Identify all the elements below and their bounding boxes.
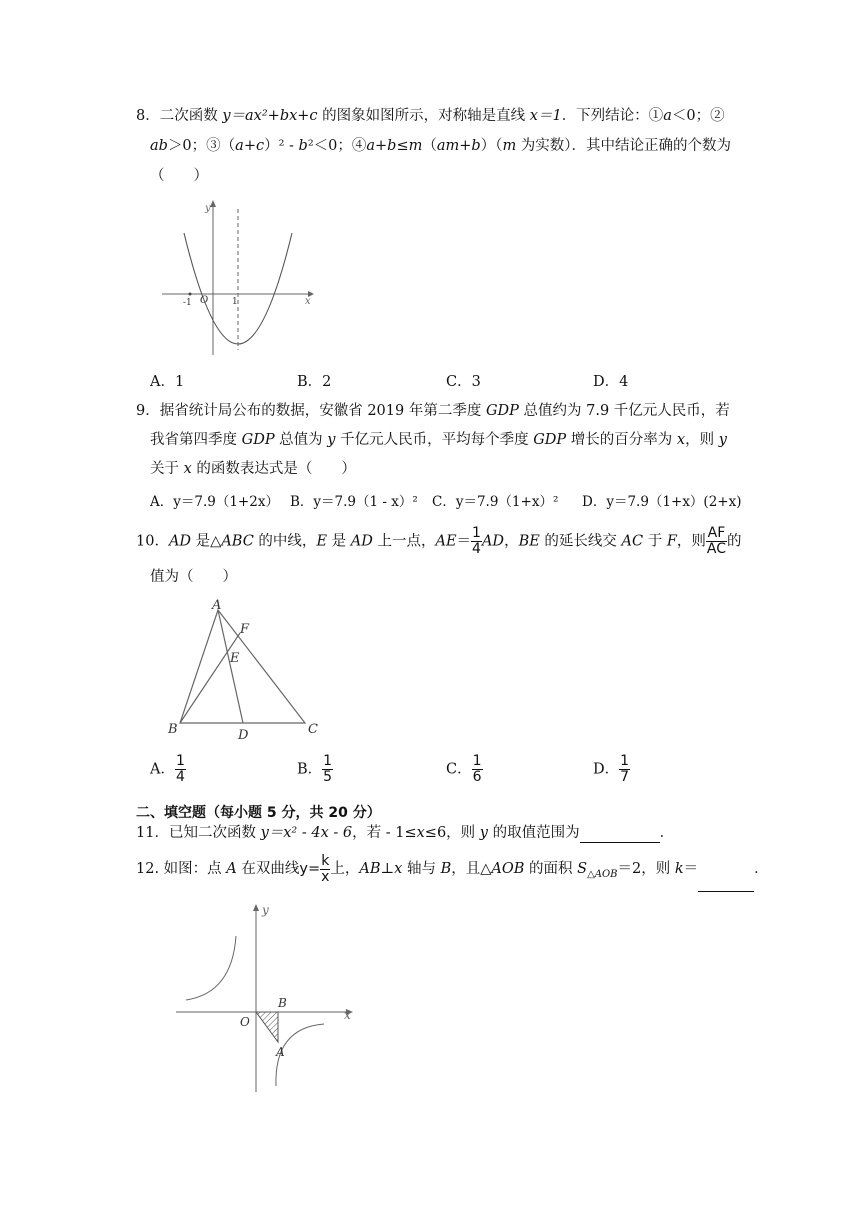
q11-line: 11．已知二次函数 y＝x² - 4x - 6，若 - 1≤x≤6，则 y 的取值范围为 ． [136,825,675,841]
q8-parabola-graph [158,195,318,360]
q10-option-b[interactable]: B． $\frac{1}{5}$ [297,753,333,785]
q10-line1: 10．AD 是△ABC 的中线，E 是 AD 上一点，AE＝ $\frac{1}{4}$ AD，BE 的延长线交 AC 于 F，则 $\frac{AF}{AC}$ 的 [136,525,742,557]
q9-option-a[interactable]: A．y＝7.9（1+2x） [150,494,279,510]
label-b: B [278,996,287,1010]
q8-option-b[interactable]: B．2 [297,374,332,390]
q12-answer-blank[interactable] [698,871,754,892]
y-axis-label: y [205,203,211,214]
label-c: C [308,722,318,737]
tick-neg1 [189,293,192,296]
fraction-one-quarter: $\frac{1}{4}$ [472,525,481,557]
q10-triangle-figure [160,596,330,746]
q10-option-c[interactable]: C． $\frac{1}{6}$ [446,753,482,785]
q9-line3: 关于 x 的函数表达式是（ ） [150,461,356,477]
y-axis-arrow-icon [210,200,216,207]
label-d: D [238,728,249,743]
y-axis-label: y [262,903,269,917]
origin-label: O [200,295,209,306]
q9-option-b[interactable]: B．y＝7.9（1 - x）² [290,494,418,510]
q8-line1: 8．二次函数 y＝ax²+bx+c 的图象如图所示，对称轴是直线 x＝1．下列结论：①a＜0；② [136,108,725,124]
y-axis-arrow-icon [253,904,259,911]
label-a: A [276,1045,285,1059]
hyperbola-branch-upper-left [186,936,236,1000]
q8-option-a[interactable]: A．1 [150,374,185,390]
q10-line2: 值为（ ） [150,569,237,585]
q12-hyperbola-graph [170,898,365,1098]
label-a: A [212,598,222,613]
tick-label-1: 1 [232,297,238,307]
label-e: E [230,651,240,666]
q9-option-d[interactable]: D．y＝7.9（1+x）(2+x) [582,494,742,510]
fraction-k-over-x: $\frac{k}{x}$ [321,852,330,885]
x-axis-label: x [344,1008,351,1022]
q8-option-d[interactable]: D．4 [593,374,629,390]
q12-line: 12. 如图：点 A 在双曲线y= $\frac{k}{x}$ 上，AB⊥x 轴与 B，且△AOB 的面积 $S_{\triangle AOB}=2$，则 k＝ ． [136,852,769,892]
q9-line1: 9．据省统计局公布的数据，安徽省 2019 年第二季度 GDP 总值约为 7.9 千亿元人民币，若 [136,403,730,419]
q9-option-c[interactable]: C．y＝7.9（1+x）² [432,494,559,510]
q10-option-d[interactable]: D． $\frac{1}{7}$ [593,753,630,785]
origin-label: O [240,1015,250,1029]
q10-option-a[interactable]: A． $\frac{1}{4}$ [150,753,185,785]
label-b: B [168,722,178,737]
line-bf [180,633,240,723]
section-heading: 二、填空题（每小题 5 分，共 20 分） [136,805,381,821]
q8-option-c[interactable]: C．3 [446,374,481,390]
label-f: F [240,622,250,637]
q8-line3: （ ） [150,168,208,184]
q9-line2: 我省第四季度 GDP 总值为 y 千亿元人民币，平均每个季度 GDP 增长的百分率为 x，则 y [150,432,727,448]
fraction-af-ac: $\frac{AF}{AC}$ [706,525,726,557]
triangle-aob-shaded [256,1012,278,1042]
x-axis-label: x [305,296,311,307]
q8-line2: ab＞0；③（a+c）² - b²＜0；④a+b≤m（am+b）（m 为实数）．其中结论正确的个数为 [150,138,732,154]
q11-answer-blank[interactable] [580,826,660,843]
tick-label-neg1: -1 [183,298,192,308]
